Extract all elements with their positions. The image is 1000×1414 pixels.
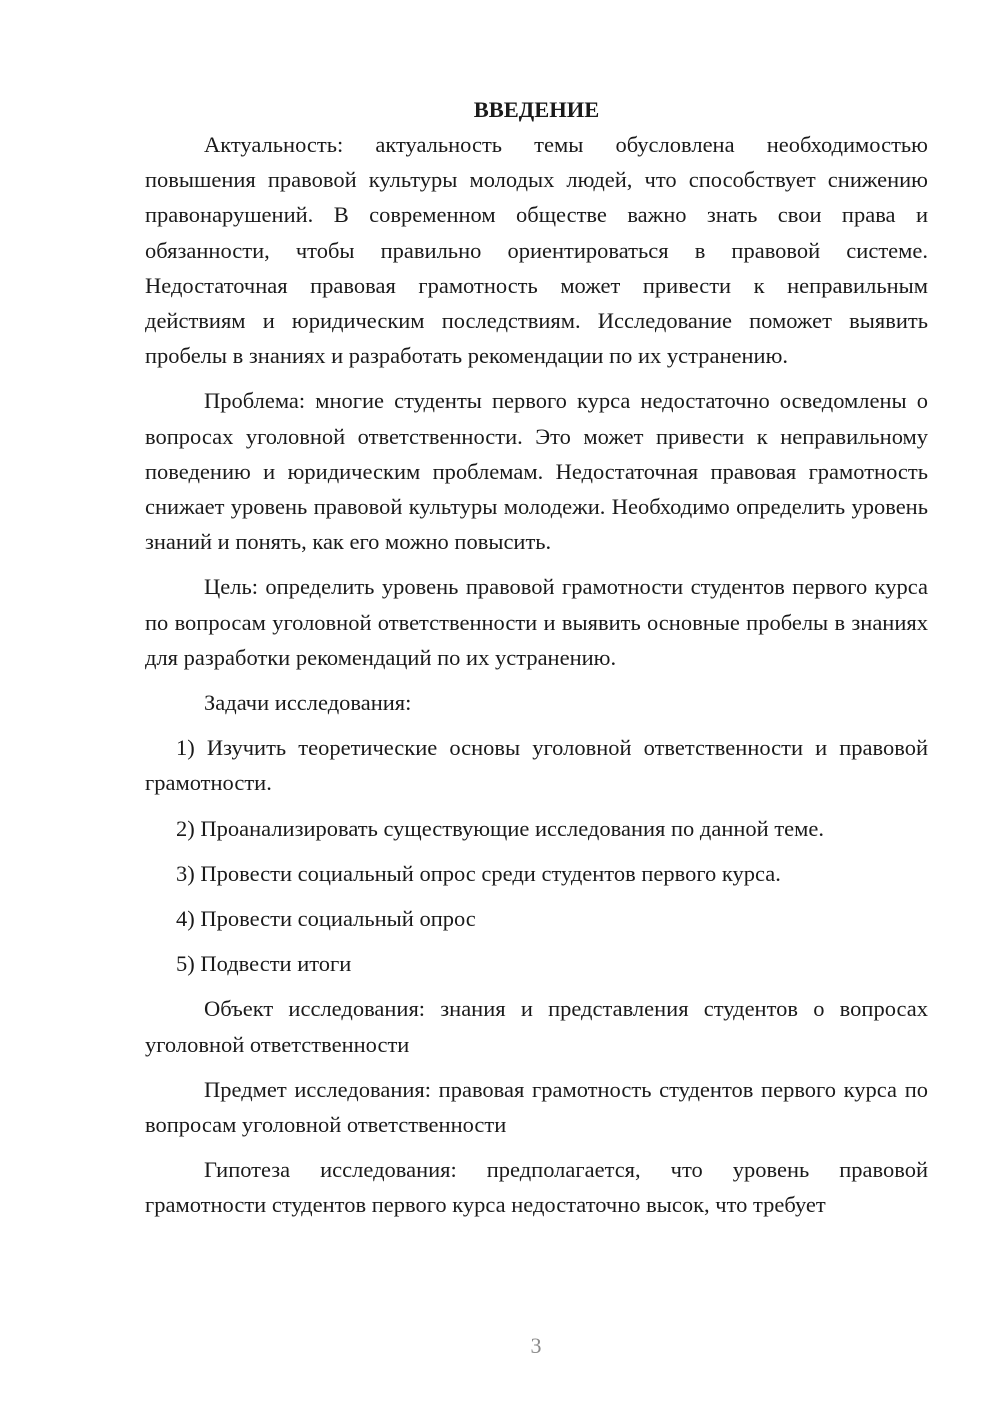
document-page xyxy=(145,92,928,1233)
task-item-4: 4) Провести социальный опрос xyxy=(176,906,476,932)
goal-paragraph: Цель: определить уровень правовой грамотности студентов первого курса по вопросам уголовной ответственности и выявить основные пробелы в знаниях для разработки рекомендаций по их устранению. xyxy=(145,574,928,670)
subject-paragraph: Предмет исследования: правовая грамотность студентов первого курса по вопросам уголовной ответственности xyxy=(145,1076,928,1138)
tasks-heading: Задачи исследования: xyxy=(204,690,412,716)
relevance-paragraph: Актуальность: актуальность темы обусловлена необходимостью повышения правовой культуры молодых людей, что способствует снижению правонарушений. В современном обществе важно знать свои права и обязанности, чтобы правильно ориентироваться в правовой системе. Недостаточная правовая грамотность может привести к неправильным действиям и юридическим последствиям. Исследование поможет выявить пробелы в знаниях и разработать рекомендации по их устранению. xyxy=(145,132,928,369)
page-number: 3 xyxy=(530,1333,542,1358)
section-title: ВВЕДЕНИЕ xyxy=(473,97,600,122)
problem-paragraph: Проблема: многие студенты первого курса недостаточно осведомлены о вопросах уголовной ответственности. Это может привести к неправильному поведению и юридическим проблемам. Недостаточная правовая грамотность снижает уровень правовой культуры молодежи. Необходимо определить уровень знаний и понять, как его можно повысить. xyxy=(145,388,928,555)
task-item-3: 3) Провести социальный опрос среди студентов первого курса. xyxy=(176,860,781,886)
object-paragraph: Объект исследования: знания и представления студентов о вопросах уголовной ответственности xyxy=(145,996,928,1057)
task-item-1: 1) Изучить теоретические основы уголовной ответственности и правовой грамотности. xyxy=(145,735,928,796)
task-item-5: 5) Подвести итоги xyxy=(176,951,352,977)
hypothesis-paragraph: Гипотеза исследования: предполагается, что уровень правовой грамотности студентов первого курса недостаточно высок, что требует xyxy=(145,1157,928,1218)
task-item-2: 2) Проанализировать существующие исследования по данной теме. xyxy=(176,815,825,841)
